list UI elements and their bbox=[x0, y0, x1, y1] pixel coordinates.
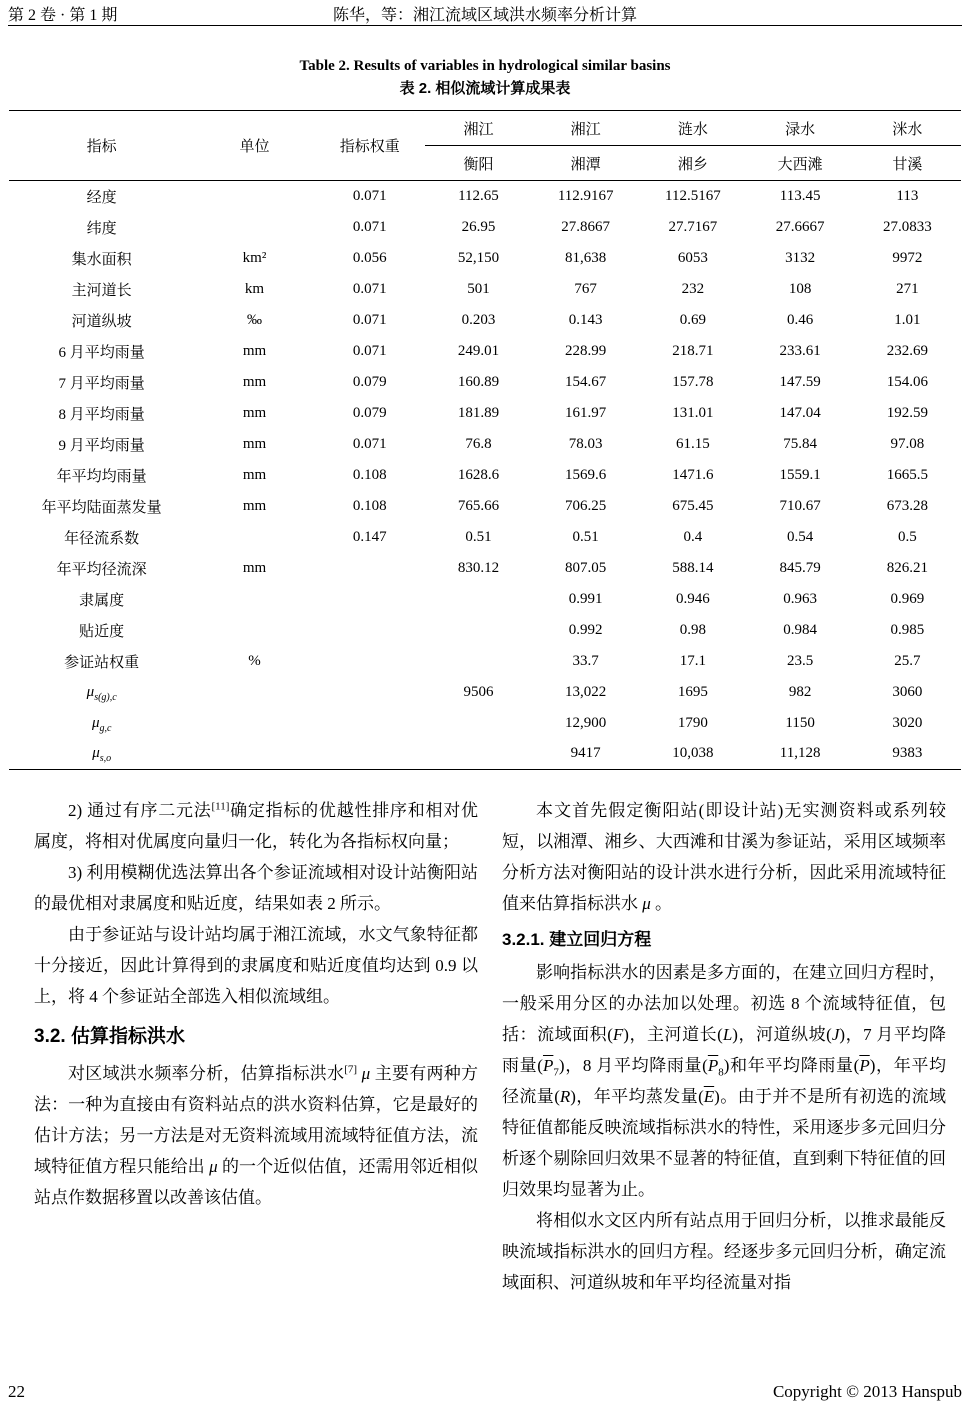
cell-value bbox=[194, 181, 314, 212]
cell-value: mm bbox=[242, 559, 267, 576]
cell-value: 1790 bbox=[677, 714, 708, 731]
cell-value: 1665.5 bbox=[886, 466, 928, 483]
paragraph: 3) 利用模糊优选法算出各个参证流域相对设计站衡阳站的最优相对隶属度和贴近度，结果如表 2 所示。 bbox=[34, 863, 478, 913]
row-label: 7 月平均雨量 bbox=[58, 375, 145, 392]
cell-value: 27.7167 bbox=[668, 218, 718, 235]
table-row bbox=[9, 181, 961, 212]
cell-value: 97.08 bbox=[890, 435, 925, 452]
column-header: 单位 bbox=[194, 111, 314, 181]
cell-value: 81,638 bbox=[565, 249, 607, 266]
page-number: 22 bbox=[8, 1382, 25, 1401]
cell-value bbox=[194, 212, 314, 243]
table-row bbox=[9, 305, 961, 336]
cell-value: 0.992 bbox=[568, 621, 603, 638]
cell-value: 0.147 bbox=[352, 528, 387, 545]
cell-value: 588.14 bbox=[672, 559, 714, 576]
cell-value bbox=[194, 522, 314, 553]
row-label: $\mu_{s(g),c}$ bbox=[86, 683, 117, 703]
row-label: 隶属度 bbox=[79, 592, 125, 609]
cell-value: 0.991 bbox=[568, 590, 603, 607]
cell-value: 52,150 bbox=[457, 249, 500, 266]
row-label: 年径流系数 bbox=[64, 530, 140, 547]
cell-value: 0.69 bbox=[679, 311, 707, 328]
cell-value: 0.108 bbox=[352, 497, 387, 514]
cell-value bbox=[194, 584, 314, 615]
column-header: 指标 bbox=[9, 111, 194, 181]
cell-value: 154.67 bbox=[565, 373, 607, 390]
cell-value: 157.78 bbox=[672, 373, 714, 390]
cell-value: 228.99 bbox=[565, 342, 607, 359]
table-row bbox=[9, 708, 961, 739]
cell-value bbox=[194, 677, 314, 708]
table-row bbox=[9, 336, 961, 367]
cell-value: 23.5 bbox=[786, 652, 814, 669]
cell-value: 10,038 bbox=[672, 745, 714, 762]
basin-name-header: 渌水 bbox=[747, 111, 854, 146]
text-column-left bbox=[34, 795, 478, 1298]
row-label: 经度 bbox=[86, 189, 117, 206]
cell-value: 12,900 bbox=[565, 714, 607, 731]
cell-value: 826.21 bbox=[886, 559, 928, 576]
table-row bbox=[9, 677, 961, 708]
cell-value: 161.97 bbox=[565, 404, 607, 421]
cell-value bbox=[425, 584, 532, 615]
row-label: 参证站权重 bbox=[64, 654, 140, 671]
cell-value bbox=[315, 615, 425, 646]
paragraph: 由于参证站与设计站均属于湘江流域，水文气象特征都十分接近，因此计算得到的隶属度和贴近度值均达到 0.9 以上，将 4 个参证站全部选入相似流域组。 bbox=[34, 925, 478, 1006]
table-caption bbox=[0, 56, 970, 99]
cell-value: 0.079 bbox=[352, 373, 387, 390]
table-row bbox=[9, 584, 961, 615]
row-label: 贴近度 bbox=[79, 623, 125, 640]
page-header bbox=[8, 0, 962, 26]
cell-value: 0.071 bbox=[352, 342, 387, 359]
cell-value: 147.59 bbox=[779, 373, 821, 390]
table-title-en: Table 2. Results of variables in hydrological similar basins bbox=[299, 58, 671, 74]
table-row bbox=[9, 553, 961, 584]
row-label: 纬度 bbox=[86, 220, 117, 237]
table-row bbox=[9, 615, 961, 646]
column-header: 指标权重 bbox=[315, 111, 425, 181]
cell-value: 9972 bbox=[892, 249, 923, 266]
cell-value: 1150 bbox=[785, 714, 815, 731]
cell-value: 830.12 bbox=[457, 559, 500, 576]
cell-value: 0.203 bbox=[461, 311, 496, 328]
cell-value: mm bbox=[242, 466, 267, 483]
cell-value bbox=[425, 615, 532, 646]
cell-value: 0.071 bbox=[352, 218, 387, 235]
cell-value: mm bbox=[242, 342, 267, 359]
cell-value: mm bbox=[242, 497, 267, 514]
cell-value: 113.45 bbox=[779, 187, 821, 204]
cell-value: 0.98 bbox=[679, 621, 707, 638]
cell-value: 271 bbox=[896, 280, 919, 297]
row-label: 年平均均雨量 bbox=[56, 468, 147, 485]
cell-value: 0.54 bbox=[786, 528, 814, 545]
table-row bbox=[9, 274, 961, 305]
cell-value: 232 bbox=[681, 280, 705, 297]
journal-issue: 第 2 卷 · 第 1 期 bbox=[8, 7, 118, 24]
cell-value: 26.95 bbox=[461, 218, 496, 235]
station-name-header: 湘潭 bbox=[532, 146, 639, 181]
cell-value: 27.6667 bbox=[775, 218, 825, 235]
cell-value: 9417 bbox=[570, 745, 601, 762]
cell-value: 75.84 bbox=[783, 435, 817, 452]
cell-value: 1.01 bbox=[894, 311, 921, 328]
cell-value: 0.51 bbox=[465, 528, 492, 545]
paragraph: 对区域洪水频率分析，估算指标洪水[7] μ 主要有两种方法：一种为直接由有资料站点的洪水资料估算，它是最好的估计方法；另一方法是对无资料流域用流域特征值方法，流域特征值方程只能给出 μ 的一个近似估值，还需用邻近相似站点作数据移置以改善该估值。 bbox=[34, 1063, 479, 1207]
table-row bbox=[9, 367, 961, 398]
cell-value: 0.079 bbox=[352, 404, 387, 421]
cell-value: 501 bbox=[467, 280, 490, 297]
subsection-heading: 3.2.1. 建立回归方程 bbox=[502, 930, 652, 949]
cell-value: 0.51 bbox=[572, 528, 599, 545]
cell-value: 131.01 bbox=[672, 404, 714, 421]
copyright-notice: Copyright © 2013 Hanspub bbox=[772, 1382, 962, 1401]
cell-value: 765.66 bbox=[457, 497, 500, 514]
cell-value: 33.7 bbox=[572, 652, 599, 669]
station-name-header: 大西滩 bbox=[747, 146, 854, 181]
row-label: $\mu_{s,o}$ bbox=[92, 745, 112, 765]
cell-value: 1569.6 bbox=[565, 466, 607, 483]
cell-value: 845.79 bbox=[779, 559, 821, 576]
cell-value: 0.056 bbox=[352, 249, 387, 266]
table-row bbox=[9, 646, 961, 677]
table-row bbox=[9, 522, 961, 553]
table-row bbox=[9, 243, 961, 274]
table-row bbox=[9, 739, 961, 770]
cell-value: 0.071 bbox=[352, 435, 387, 452]
cell-value: 0.071 bbox=[352, 187, 387, 204]
cell-value: 1471.6 bbox=[672, 466, 714, 483]
cell-value: 1559.1 bbox=[779, 466, 821, 483]
body-text bbox=[34, 795, 946, 1298]
cell-value: 17.1 bbox=[679, 652, 707, 669]
cell-value: 112.5167 bbox=[665, 187, 721, 204]
cell-value: 249.01 bbox=[457, 342, 500, 359]
cell-value bbox=[315, 584, 425, 615]
cell-value: 0.984 bbox=[783, 621, 817, 638]
table-head bbox=[9, 111, 961, 181]
cell-value: 0.108 bbox=[352, 466, 387, 483]
cell-value bbox=[194, 615, 314, 646]
table-row bbox=[9, 398, 961, 429]
cell-value: 1695 bbox=[677, 683, 708, 700]
cell-value: 9506 bbox=[463, 683, 494, 700]
row-label: 集水面积 bbox=[71, 251, 132, 268]
cell-value: 6053 bbox=[677, 249, 708, 266]
cell-value: 3020 bbox=[892, 714, 923, 731]
row-label: 年平均径流深 bbox=[56, 561, 147, 578]
cell-value: 0.946 bbox=[676, 590, 710, 607]
basin-name-header: 洣水 bbox=[854, 111, 961, 146]
cell-value: 3060 bbox=[892, 683, 923, 700]
paragraph: 影响指标洪水的因素是多方面的，在建立回归方程时，一般采用分区的办法加以处理。初选 8 个流域特征值，包括：流域面积(F)，主河道长(L)，河道纵坡(J)，7 月平均降雨量$(\overline{P}_7)$，8 月平均降雨量$(\overline{P}_8)$和年平均降雨量$(\overline{P})$，年平均径流量(R)，年平均蒸发量$(\overline{E})$。由于并不是所有初选的流域特征值都能反映流域指标洪水的特性，采用逐步多元回归分析逐个剔除回归效果不显著的特征值，直到剩下特征值的回归效果均显著为止。 bbox=[502, 963, 947, 1199]
paragraph: 将相似水文区内所有站点用于回归分析，以推求最能反映流域指标洪水的回归方程。经逐步多元回归分析，确定流域面积、河道纵坡和年平均径流量对指 bbox=[502, 1211, 946, 1292]
cell-value: mm bbox=[242, 435, 267, 452]
paragraph: 本文首先假定衡阳站(即设计站)无实测资料或系列较短，以湘潭、湘乡、大西滩和甘溪为参证站，采用区域频率分析方法对衡阳站的设计洪水进行分析，因此采用流域特征值来估算指标洪水 μ 。 bbox=[502, 801, 946, 913]
running-title: 陈华，等：湘江流域区域洪水频率分析计算 bbox=[332, 7, 637, 24]
row-label: 6 月平均雨量 bbox=[58, 344, 145, 361]
row-label: 年平均陆面蒸发量 bbox=[41, 499, 162, 516]
cell-value: 112.9167 bbox=[557, 187, 614, 204]
similar-basins-table bbox=[9, 110, 961, 770]
cell-value: km² bbox=[242, 249, 267, 266]
cell-value: 13,022 bbox=[565, 683, 607, 700]
cell-value bbox=[315, 553, 425, 584]
cell-value: 0.46 bbox=[786, 311, 814, 328]
cell-value: 154.06 bbox=[886, 373, 928, 390]
basin-name-header: 涟水 bbox=[639, 111, 746, 146]
cell-value: 192.59 bbox=[886, 404, 928, 421]
page-footer bbox=[8, 1382, 962, 1402]
cell-value: 807.05 bbox=[565, 559, 607, 576]
basin-name-header: 湘江 bbox=[532, 111, 639, 146]
cell-value: 710.67 bbox=[779, 497, 821, 514]
section-heading: 3.2. 估算指标洪水 bbox=[34, 1026, 185, 1047]
cell-value bbox=[425, 708, 532, 739]
text-column-right bbox=[502, 795, 946, 1298]
station-name-header: 衡阳 bbox=[425, 146, 532, 181]
row-label: 主河道长 bbox=[71, 282, 132, 299]
cell-value: 1628.6 bbox=[457, 466, 500, 483]
cell-value bbox=[425, 646, 532, 677]
cell-value: 78.03 bbox=[568, 435, 603, 452]
cell-value: 181.89 bbox=[457, 404, 500, 421]
cell-value: 112.65 bbox=[458, 187, 499, 204]
cell-value: 706.25 bbox=[565, 497, 607, 514]
row-label: 9 月平均雨量 bbox=[58, 437, 145, 454]
cell-value: 108 bbox=[788, 280, 812, 297]
cell-value: 0.963 bbox=[783, 590, 817, 607]
cell-value bbox=[194, 739, 314, 770]
cell-value: 982 bbox=[788, 683, 812, 700]
cell-value: 11,128 bbox=[779, 745, 821, 762]
cell-value: 0.4 bbox=[683, 528, 703, 545]
table-row bbox=[9, 460, 961, 491]
cell-value bbox=[315, 677, 425, 708]
cell-value bbox=[315, 739, 425, 770]
cell-value: 0.071 bbox=[352, 280, 387, 297]
table-row bbox=[9, 491, 961, 522]
table-row bbox=[9, 429, 961, 460]
cell-value bbox=[315, 646, 425, 677]
station-name-header: 湘乡 bbox=[639, 146, 746, 181]
table-title-zh: 表 2. 相似流域计算成果表 bbox=[399, 80, 571, 97]
cell-value: 0.071 bbox=[352, 311, 387, 328]
table-row bbox=[9, 212, 961, 243]
cell-value: 767 bbox=[574, 280, 597, 297]
row-label: 河道纵坡 bbox=[71, 313, 132, 330]
cell-value: mm bbox=[242, 373, 267, 390]
cell-value: 9383 bbox=[892, 745, 923, 762]
cell-value: mm bbox=[242, 404, 267, 421]
cell-value: 233.61 bbox=[779, 342, 821, 359]
row-label: $\mu_{g,c}$ bbox=[91, 714, 112, 734]
cell-value bbox=[194, 708, 314, 739]
table-body bbox=[9, 181, 961, 770]
cell-value: 675.45 bbox=[672, 497, 714, 514]
cell-value: 25.7 bbox=[894, 652, 921, 669]
cell-value: 673.28 bbox=[886, 497, 928, 514]
row-label: 8 月平均雨量 bbox=[58, 406, 145, 423]
cell-value: 61.15 bbox=[676, 435, 710, 452]
cell-value bbox=[315, 708, 425, 739]
cell-value: 0.969 bbox=[890, 590, 925, 607]
cell-value: ‰ bbox=[247, 311, 262, 328]
cell-value: 232.69 bbox=[886, 342, 928, 359]
station-name-header: 甘溪 bbox=[854, 146, 961, 181]
cell-value: 0.5 bbox=[897, 528, 917, 545]
basin-name-header: 湘江 bbox=[425, 111, 532, 146]
cell-value bbox=[425, 739, 532, 770]
paragraph: 2) 通过有序二元法[11]确定指标的优越性排序和相对优属度，将相对优属度向量归一化，转化为各指标权向量； bbox=[34, 800, 478, 851]
cell-value: 76.8 bbox=[465, 435, 492, 452]
cell-value: km bbox=[244, 280, 265, 297]
cell-value: 160.89 bbox=[457, 373, 500, 390]
cell-value: 218.71 bbox=[672, 342, 714, 359]
cell-value: % bbox=[248, 652, 261, 669]
cell-value: 3132 bbox=[785, 249, 816, 266]
cell-value: 113 bbox=[896, 187, 919, 204]
cell-value: 0.985 bbox=[890, 621, 925, 638]
cell-value: 147.04 bbox=[779, 404, 821, 421]
cell-value: 27.8667 bbox=[561, 218, 611, 235]
cell-value: 0.143 bbox=[568, 311, 603, 328]
cell-value: 27.0833 bbox=[882, 218, 932, 235]
